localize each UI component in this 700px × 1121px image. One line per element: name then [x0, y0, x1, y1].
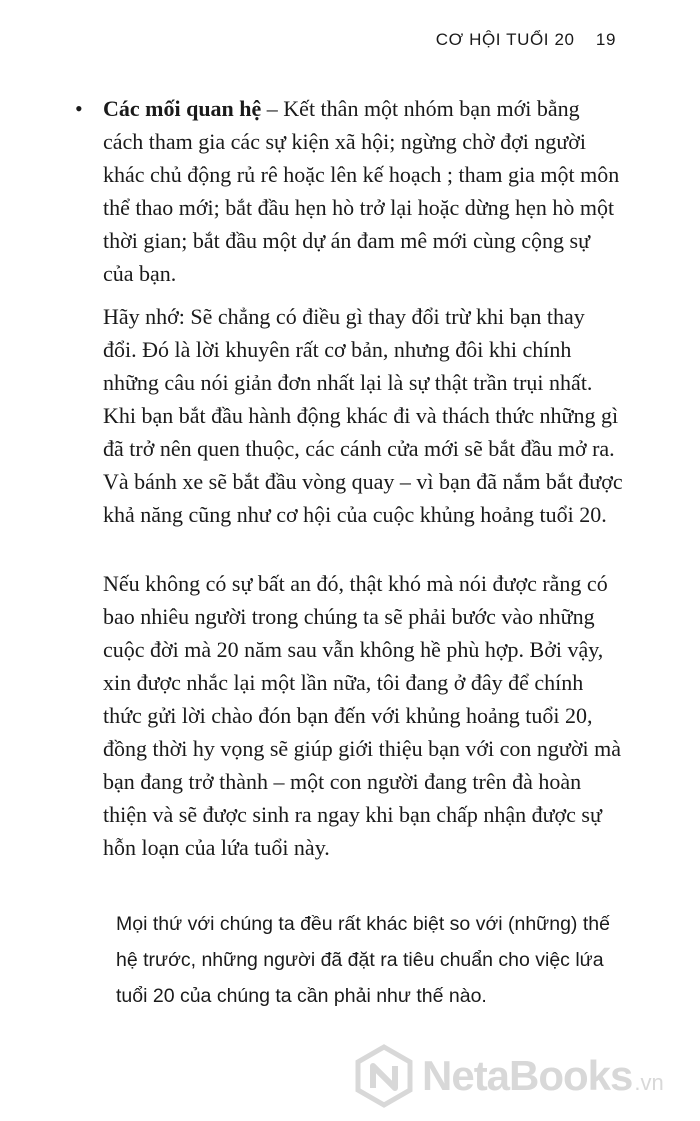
- watermark-suffix: .vn: [634, 1070, 664, 1095]
- netabooks-logo-icon: [352, 1044, 416, 1108]
- watermark-brand: NetaBooks: [422, 1052, 633, 1099]
- paragraph-text: Hãy nhớ: Sẽ chẳng có điều gì thay đổi trừ khi bạn thay đổi. Đó là lời khuyên rất cơ bản, nhưng đôi khi chính những câu nói giản đơn nhất lại là sự thật trần trụi nhất. Khi bạn bắt đầu hành động khác đi và thách thức những gì đã trở nên quen thuộc, các cánh cửa mới sẽ bắt đầu mở ra. Và bánh xe sẽ bắt đầu vòng quay – vì bạn đã nắm bắt được khả năng cũng như cơ hội của cuộc khủng hoảng tuổi 20.: [103, 304, 623, 527]
- paragraph-2: [103, 567, 623, 864]
- paragraph-1: [103, 300, 623, 531]
- bullet-dot-icon: •: [75, 96, 83, 121]
- page-number: 19: [595, 30, 616, 49]
- bullet-item: [75, 92, 623, 290]
- bullet-label: Các mối quan hệ: [103, 96, 262, 121]
- page-header: [436, 30, 616, 50]
- bullet-text: – Kết thân một nhóm bạn mới bằng cách tham gia các sự kiện xã hội; ngừng chờ đợi người khác chủ động rủ rê hoặc lên kế hoạch ; tham gia một môn thể thao mới; bắt đầu hẹn hò trở lại hoặc dừng hẹn hò một thời gian; bắt đầu một dự án đam mê mới cùng cộng sự của bạn.: [103, 96, 620, 286]
- pull-quote: Mọi thứ với chúng ta đều rất khác biệt so với (những) thế hệ trước, những người đã đặt ra tiêu chuẩn cho việc lứa tuổi 20 của chúng ta cần phải như thế nào.: [116, 913, 610, 1007]
- paragraph-text: Nếu không có sự bất an đó, thật khó mà nói được rằng có bao nhiêu người trong chúng ta sẽ phải bước vào những cuộc đời mà 20 năm sau vẫn không hề phù hợp. Bởi vậy, xin được nhắc lại một lần nữa, tôi đang ở đây để chính thức gửi lời chào đón bạn đến với khủng hoảng tuổi 20, đồng thời hy vọng sẽ giúp giới thiệu bạn với con người mà bạn đang trở thành – một con người đang trên đà hoàn thiện và sẽ được sinh ra ngay khi bạn chấp nhận được sự hỗn loạn của lứa tuổi này.: [103, 571, 621, 860]
- running-title: CƠ HỘI TUỔI 20: [435, 30, 575, 49]
- watermark: [352, 1044, 664, 1108]
